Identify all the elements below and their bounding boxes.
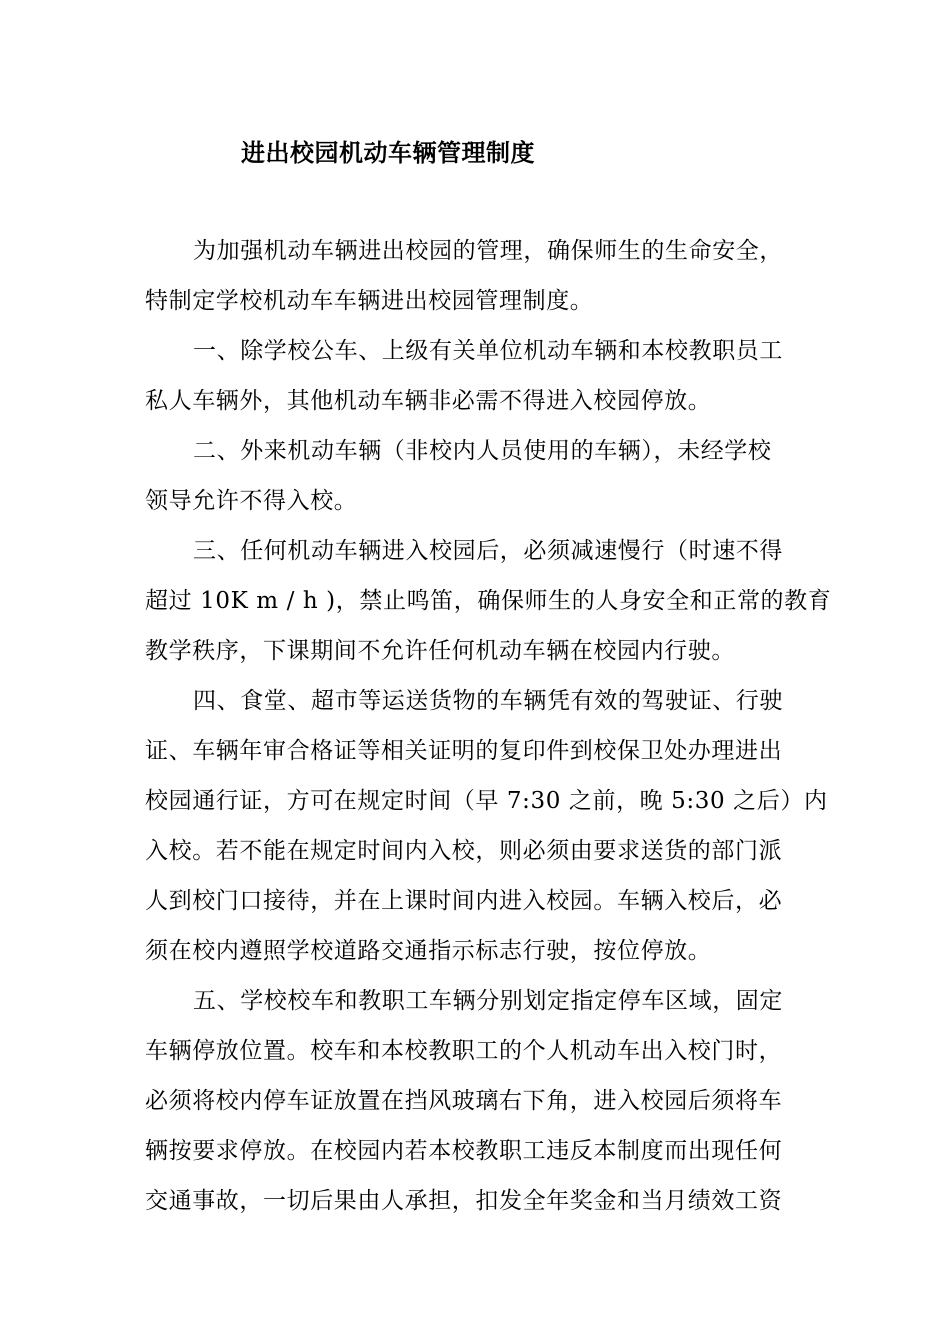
paragraph-line: 证、车辆年审合格证等相关证明的复印件到校保卫处办理进出 bbox=[145, 738, 783, 764]
paragraph-line: 人到校门口接待，并在上课时间内进入校园。车辆入校后，必 bbox=[145, 888, 783, 914]
paragraph-line: 四、食堂、超市等运送货物的车辆凭有效的驾驶证、行驶 bbox=[193, 688, 783, 714]
paragraph-line: 五、学校校车和教职工车辆分别划定指定停车区域，固定 bbox=[193, 988, 783, 1014]
paragraph-line: 交通事故，一切后果由人承担，扣发全年奖金和当月绩效工资 bbox=[145, 1188, 783, 1214]
paragraph-line: 二、外来机动车辆（非校内人员使用的车辆），未经学校 bbox=[193, 438, 772, 464]
paragraph-line: 一、除学校公车、上级有关单位机动车辆和本校教职员工 bbox=[193, 338, 783, 364]
paragraph-line: 私人车辆外，其他机动车辆非必需不得进入校园停放。 bbox=[145, 388, 712, 414]
paragraph-line: 教学秩序，下课期间不允许任何机动车辆在校园内行驶。 bbox=[145, 638, 735, 664]
paragraph-line: 校园通行证，方可在规定时间（早 7:30 之前，晚 5:30 之后）内 bbox=[145, 788, 828, 814]
paragraph-line: 必须将校内停车证放置在挡风玻璃右下角，进入校园后须将车 bbox=[145, 1088, 783, 1114]
paragraph-line: 须在校内遵照学校道路交通指示标志行驶，按位停放。 bbox=[145, 938, 712, 964]
paragraph-line: 车辆停放位置。校车和本校教职工的个人机动车出入校门时， bbox=[145, 1038, 783, 1064]
paragraph-line: 三、任何机动车辆进入校园后，必须减速慢行（时速不得 bbox=[193, 538, 783, 564]
paragraph-line: 入校。若不能在规定时间内入校，则必须由要求送货的部门派 bbox=[145, 838, 783, 864]
paragraph-line: 领导允许不得入校。 bbox=[145, 488, 358, 514]
paragraph-line: 为加强机动车辆进出校园的管理，确保师生的生命安全， bbox=[193, 238, 783, 264]
paragraph-line: 超过 10K m / h )，禁止鸣笛，确保师生的人身安全和正常的教育 bbox=[145, 588, 832, 614]
document-title: 进出校园机动车辆管理制度 bbox=[241, 138, 535, 167]
paragraph-line: 辆按要求停放。在校园内若本校教职工违反本制度而出现任何 bbox=[145, 1138, 783, 1164]
paragraph-line: 特制定学校机动车车辆进出校园管理制度。 bbox=[145, 288, 594, 314]
